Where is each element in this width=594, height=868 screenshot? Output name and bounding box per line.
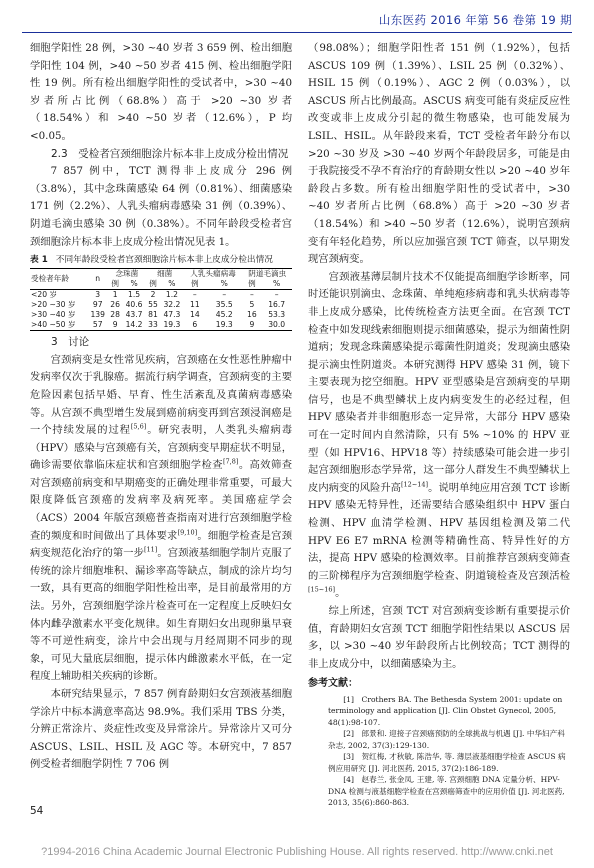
citation: [5,6] xyxy=(130,422,147,431)
table-cell: – xyxy=(274,290,279,300)
left-paragraph-2: 7 857 例中，TCT 测得非上皮成分 296 例（3.8%），其中念珠菌感染 64 例（0.81%）、细菌感染 171 例（2.2%）、人乳头瘤病毒感染 31 例（0.39%）、阴道毛滴虫感染 30 例（0.38%）。不同年龄段受检者宫颈细胞涂片标本非上皮成分检出情况见表 1。 xyxy=(30,165,292,248)
citation: [11] xyxy=(143,545,158,554)
table-cell: – xyxy=(192,290,197,300)
table-cell: 26 xyxy=(110,300,120,310)
sub-header: % xyxy=(168,279,176,289)
table-caption xyxy=(30,254,292,266)
table-cell: 32.2 xyxy=(163,300,181,310)
left-column xyxy=(30,40,292,774)
table-label: 表 1 xyxy=(30,255,48,266)
data-table xyxy=(30,268,292,331)
table-cell: 30.0 xyxy=(268,320,286,330)
group-header: 阴道毛滴虫 xyxy=(248,269,287,279)
table-cell: 57 xyxy=(92,320,103,330)
sub-header: 例 xyxy=(111,279,119,289)
header-rule xyxy=(22,32,572,33)
table-cell: 19.3 xyxy=(215,320,233,330)
table-row xyxy=(30,300,292,310)
sub-header: 例 xyxy=(248,279,256,289)
table-cell: 16 xyxy=(247,310,257,320)
sub-header: 例 xyxy=(191,279,199,289)
table-cell: – xyxy=(222,290,227,300)
table-cell: 47.3 xyxy=(163,310,181,320)
table-row xyxy=(30,320,292,331)
group-header: 念珠菌 xyxy=(115,269,139,279)
right-paragraph-1: （98.08%）；细胞学阳性者 151 例（1.92%），包括 ASCUS 109 例（1.39%）、LSIL 25 例（0.32%）、HSIL 15 例（0.19%）、AGC 2 例（0.03%），以 ASCUS 所占比例最高。ASCUS 病变可能有炎症反应性改变或非上皮成分引起的微生物感染，也可能发展为 LSIL、HSIL。从年龄段来看，TCT 受检者年龄分布以 >20 ~30 岁及 >30 ~40 岁两个年龄段居多，可能是由于我院接受不孕不育治疗的育龄期女性以 >20 ~40 岁年龄段占多数。所有检出细胞学阳性的受试者中，>30 ~40 岁者所占比例（68.8%）高于 >20 ~30 岁者（18.54%）和 >40 ~50 岁者（12.6%），说明宫颈病变有年轻化趋势，所以应加强宫颈 TCT 筛查，以早期发现宫颈病变。 xyxy=(308,42,570,266)
table-row xyxy=(30,290,292,301)
discussion-paragraph-1: 宫颈病变是女性常见疾病，宫颈癌在女性恶性肿瘤中发病率仅次于乳腺癌。据流行病学调查，宫颈病变的主要危险因素包括早婚、早育、性生活紊乱及真菌病毒感染等。从宫颈不典型增生发展到癌前病变再到宫颈浸润癌是一个持续发展的过程[5,6]。研究表明，人类乳头瘤病毒（HPV）感染与宫颈癌有关，宫颈病变早期症状不明显，确诊需要依靠临床症状和宫颈细胞学检查[7,8]。高效筛查对宫颈癌前病变和早期癌变的正确处理非常重要，可最大限度降低宫颈癌的发病率及病死率。美国癌症学会（ACS）2004 年版宫颈癌普查指南对进行宫颈细胞学检查的频度和时间做出了具体要求[9,10]。细胞学检查是宫颈病变规范化治疗的第一步[11]。宫颈液基细胞学制片克服了传统的涂片细胞堆积、漏诊率高等缺点，制成的涂片均匀一致，具有更高的细胞学阳性检出率，是目前最常用的方法。另外，宫颈细胞学涂片检查可在一定程度上反映妇女体内雌孕激素水平变化规律。如生育期妇女出现卵巢早衰等不可逆性病变，涂片中会出现与月经周期不同步的现象，可见大量底层细胞，提示体内雌激素水平低，在一定程度上辅助相关疾病的诊断。 xyxy=(30,353,293,683)
table-cell: 6 xyxy=(192,320,198,330)
table-cell: 9 xyxy=(112,320,118,330)
table-cell: <20 岁 xyxy=(31,290,58,300)
table-cell: 14 xyxy=(189,310,200,320)
table-cell: 28 xyxy=(110,310,120,320)
reference-item: [2] 郎景和. 迎接子宫颈癌预防的全球挑战与机遇 [J]. 中华妇产科杂志, 2002, 37(3):129-130. xyxy=(328,729,565,750)
table-cell: 1.5 xyxy=(128,290,141,300)
table-cell: >40 ~50 岁 xyxy=(31,320,76,330)
reference-item: [1] Crothers BA. The Bethesda System 2001: update on terminology and application [J]. Clin Obstet Gynecol, 2005, 48(1):98-107. xyxy=(328,694,563,727)
section-3-heading: 3 讨论 xyxy=(51,336,90,349)
group-header: 人乳头瘤病毒 xyxy=(190,269,236,279)
table-cell: 45.2 xyxy=(215,310,233,320)
table-cell: 40.6 xyxy=(125,300,143,310)
table-cell: 35.5 xyxy=(215,300,233,310)
references-heading: 参考文献： xyxy=(308,678,358,690)
table-cell: – xyxy=(249,290,254,300)
table-cell: 53.3 xyxy=(268,310,286,320)
section-2-3-heading: 2.3 受检者宫颈细胞涂片标本非上皮成分检出情况 xyxy=(51,147,289,160)
conclusion-paragraph: 综上所述，宫颈 TCT 对宫颈病变诊断有重要提示价值，育龄期妇女宫颈 TCT 细胞学阳性结果以 ASCUS 居多，以 >30 ~40 岁年龄段所占比例较高；TCT 测得的非上皮成分中，以细菌感染为主。 xyxy=(308,605,570,670)
table-cell: >20 ~30 岁 xyxy=(31,300,76,310)
right-column xyxy=(308,40,570,809)
citation: [12~14] xyxy=(401,480,429,489)
table-cell: 3 xyxy=(95,290,101,300)
discussion-paragraph-2: 本研究结果显示，7 857 例育龄期妇女宫颈液基细胞学涂片中标本满意率高达 98.9%。我们采用 TBS 分类，分辨正常涂片、炎症性改变及异常涂片。异常涂片又可分 ASCUS、LSIL、HSIL 及 AGC 等。本研究中，7 857 例受检者细胞学阴性 7 706 例 xyxy=(30,688,292,771)
col-n-header: n xyxy=(88,269,108,290)
table-cell: 14.2 xyxy=(125,320,143,330)
group-header: 细菌 xyxy=(157,269,173,279)
citation: [15~16] xyxy=(308,585,336,594)
copyright-footer: ?1994-2016 China Academic Journal Electronic Publishing House. All rights reserved. http://www.cnki.net xyxy=(41,846,553,858)
sub-header: % xyxy=(273,279,281,289)
reference-item: [4] 赵春兰, 张金凤, 王建, 等. 宫颈细胞 DNA 定量分析、HPV-DNA 检测与液基细胞学检查在宫颈癌筛查中的应用价值 [J]. 河北医药, 2013, 35(6):860-863. xyxy=(328,775,565,808)
table-cell: 1 xyxy=(112,290,118,300)
col-age-header: 受检者年龄 xyxy=(30,269,88,290)
sub-header: % xyxy=(220,279,228,289)
table-cell: 1.2 xyxy=(165,290,178,300)
right-paragraph-2: 宫颈液基薄层制片技术不仅能提高细胞学诊断率，同时还能识别滴虫、念珠菌、单纯疱疹病毒和乳头状病毒等非上皮成分感染，比传统检查方法更全面。在宫颈 TCT 检查中如发现线索细胞则提示细菌感染，提示为细菌性阴道病；发现念珠菌感染提示霉菌性阴道炎；发现滴虫感染提示滴虫性阴道炎。本研究测得 HPV 感染 31 例，镜下主要表现为挖空细胞。HPV 亚型感染是宫颈病变的早期信号，也是不典型鳞状上皮内病变发生的必经过程，但 HPV 感染者并非细胞形态一定异常，大部分 HPV 感染可在一定时间内自然清除，只有 5% ~10% 的 HPV 亚型（如 HPV16、HPV18 等）持续感染可能会进一步引起宫颈细胞形态学异常，这一部分人群发生不典型鳞状上皮内病变的风险升高[12~14]。说明单纯应用宫颈 TCT 诊断 HPV 感染无特异性，还需要结合感染组织中 HPV 蛋白检测、HPV 血清学检测、HPV 基因组检测及第二代 HPV E6 E7 mRNA 检测等精确性高、特异性好的方法，提高 HPV 感染的检测效率。目前推荐宫颈病变筛查的三阶梯程序为宫颈细胞学检查、阴道镜检查及宫颈活检[15~16]。 xyxy=(308,270,570,600)
table-cell: 5 xyxy=(249,300,255,310)
table-cell: 33 xyxy=(148,320,158,330)
table-cell: 19.3 xyxy=(163,320,181,330)
table-cell: 81 xyxy=(148,310,158,320)
table-cell: 55 xyxy=(148,300,158,310)
table-cell: 16.7 xyxy=(268,300,286,310)
table-cell: >30 ~40 岁 xyxy=(31,310,76,320)
table-cell: 43.7 xyxy=(125,310,143,320)
page-number: 54 xyxy=(30,805,44,817)
sub-header: % xyxy=(130,279,138,289)
left-paragraph-1: 细胞学阳性 28 例，>30 ~40 岁者 3 659 例、检出细胞学阳性 104 例，>40 ~50 岁者 415 例、检出细胞学阳性 19 例。所有检出细胞学阳性的受试者中，>30 ~40 岁者所占比例（68.8%）高于 >20 ~30 岁者（18.54%）和 >40 ~50 岁者（12.6%），P 均 <0.05。 xyxy=(30,42,292,142)
reference-item: [3] 贺红梅, 才秋敏, 陈浩华, 等. 薄层液基细胞学检查 ASCUS 病例应用研究 [J]. 河北医药, 2015, 37(2):186-189. xyxy=(328,752,566,773)
table-cell: 9 xyxy=(249,320,255,330)
sub-header: 例 xyxy=(149,279,157,289)
table-cell: 97 xyxy=(92,300,103,310)
table-cell: 139 xyxy=(90,310,105,320)
citation: [9,10] xyxy=(177,528,198,537)
citation: [7,8] xyxy=(222,457,239,466)
journal-header: 山东医药 2016 年第 56 卷第 19 期 xyxy=(378,13,572,27)
table-title: 不同年龄段受检者宫颈细胞涂片标本非上皮成分检出情况 xyxy=(55,255,273,266)
table-row xyxy=(30,310,292,320)
table-cell: 11 xyxy=(189,300,200,310)
table-cell: 2 xyxy=(150,290,156,300)
